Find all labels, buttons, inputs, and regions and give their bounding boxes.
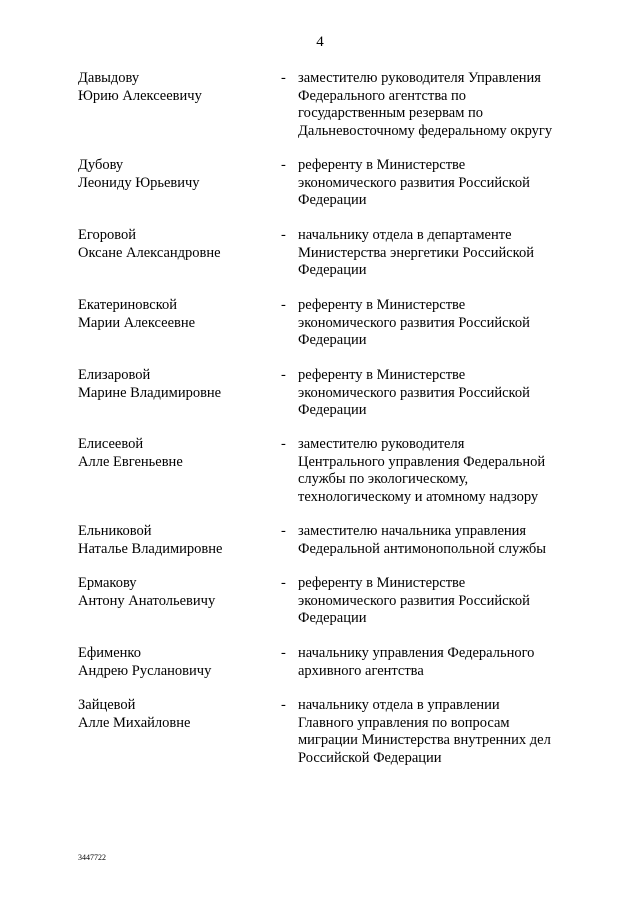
recipient-position (298, 575, 578, 628)
position-line: экономического развития Российской (298, 314, 530, 331)
recipient-name (78, 227, 268, 262)
recipient-position (298, 70, 578, 140)
recipient-position (298, 523, 578, 558)
position-line: миграции Министерства внутренних дел (298, 732, 551, 748)
recipient-name (78, 436, 268, 471)
position-line: государственным резервам по (298, 105, 484, 121)
dash-separator: - (281, 436, 286, 452)
position-line: заместителю начальника управления (298, 523, 527, 539)
position-line: начальнику управления Федерального (298, 645, 535, 661)
position-line: начальнику отдела в департаменте (298, 227, 512, 243)
position-line: Федерации (298, 332, 367, 348)
dash-separator: - (281, 157, 286, 173)
recipient-given-names: Марии Алексеевне (78, 314, 196, 331)
position-line: Федерального агентства по (298, 87, 467, 104)
recipient-name (78, 157, 268, 192)
position-line: экономического развития Российской (298, 174, 530, 191)
recipient-given-names: Антону Анатольевичу (78, 592, 216, 609)
recipient-given-names: Марине Владимировне (78, 384, 222, 401)
position-line: Федерации (298, 262, 367, 278)
recipient-name (78, 70, 268, 105)
recipient-given-names: Андрею Руслановичу (78, 662, 212, 679)
position-line: Федерации (298, 402, 367, 418)
recipient-position (298, 436, 578, 506)
position-line: референту в Министерстве (298, 297, 466, 313)
position-line: заместителю руководителя (298, 436, 465, 452)
recipient-position (298, 227, 578, 280)
recipient-given-names: Оксане Александровне (78, 244, 221, 261)
position-line: Российской Федерации (298, 749, 442, 766)
recipient-surname: Давыдову (78, 70, 140, 86)
recipient-surname: Зайцевой (78, 697, 136, 713)
position-line: Федеральной антимонопольной службы (298, 540, 547, 557)
dash-separator: - (281, 367, 286, 383)
dash-separator: - (281, 645, 286, 661)
position-line: Министерства энергетики Российской (298, 244, 534, 261)
document-code: 3447722 (78, 853, 106, 862)
recipient-given-names: Наталье Владимировне (78, 540, 223, 557)
recipient-given-names: Алле Евгеньевне (78, 453, 183, 470)
recipient-position (298, 157, 578, 210)
recipient-surname: Ермакову (78, 575, 137, 591)
position-line: референту в Министерстве (298, 575, 466, 591)
recipient-name (78, 297, 268, 332)
dash-separator: - (281, 297, 286, 313)
dash-separator: - (281, 227, 286, 243)
position-line: технологическому и атомному надзору (298, 488, 539, 505)
recipient-surname: Ефименко (78, 645, 141, 661)
position-line: Дальневосточному федеральному округу (298, 122, 553, 139)
recipient-surname: Дубову (78, 157, 124, 173)
recipient-surname: Елисеевой (78, 436, 144, 452)
position-line: службы по экологическому, (298, 471, 469, 487)
position-line: заместителю руководителя Управления (298, 70, 541, 86)
recipient-surname: Екатериновской (78, 297, 178, 313)
recipient-name (78, 367, 268, 402)
position-line: Главного управления по вопросам (298, 714, 510, 731)
dash-separator: - (281, 70, 286, 86)
position-line: архивного агентства (298, 662, 424, 679)
recipient-surname: Елизаровой (78, 367, 151, 383)
page-number: 4 (316, 34, 324, 50)
position-line: референту в Министерстве (298, 367, 466, 383)
recipient-position (298, 367, 578, 420)
recipient-position (298, 297, 578, 350)
dash-separator: - (281, 697, 286, 713)
recipient-given-names: Леониду Юрьевичу (78, 174, 200, 191)
recipient-position (298, 697, 578, 767)
position-line: Федерации (298, 192, 367, 208)
dash-separator: - (281, 523, 286, 539)
recipient-name (78, 523, 268, 558)
recipient-surname: Егоровой (78, 227, 136, 243)
recipient-given-names: Алле Михайловне (78, 714, 191, 731)
position-line: Центрального управления Федеральной (298, 453, 546, 470)
recipient-name (78, 697, 268, 732)
position-line: экономического развития Российской (298, 384, 530, 401)
recipient-surname: Ельниковой (78, 523, 152, 539)
dash-separator: - (281, 575, 286, 591)
position-line: Федерации (298, 610, 367, 626)
position-line: экономического развития Российской (298, 592, 530, 609)
recipient-name (78, 575, 268, 610)
position-line: начальнику отдела в управлении (298, 697, 500, 713)
recipient-given-names: Юрию Алексеевичу (78, 87, 202, 104)
position-line: референту в Министерстве (298, 157, 466, 173)
recipient-name (78, 645, 268, 680)
recipient-position (298, 645, 578, 680)
